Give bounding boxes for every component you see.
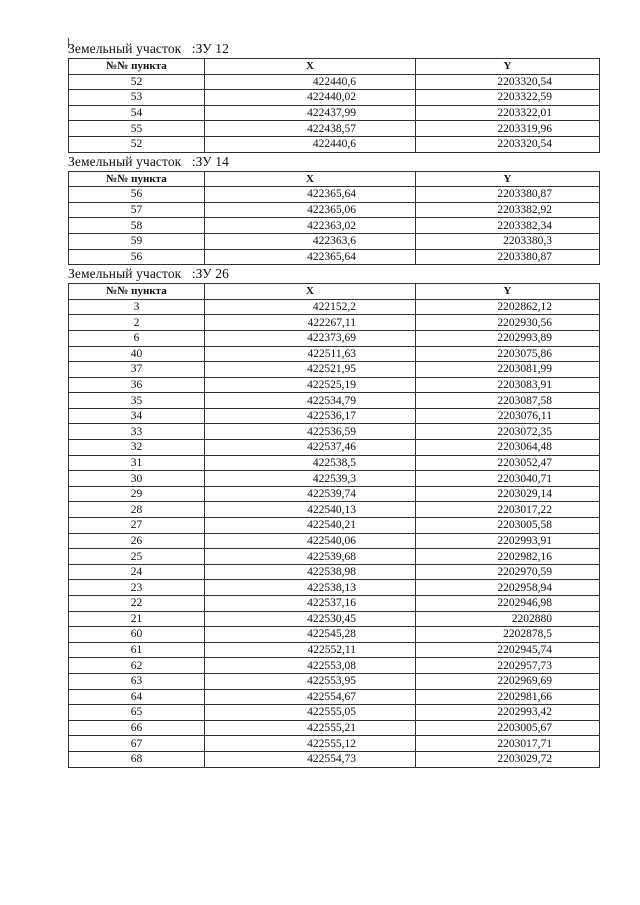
x-coordinate-cell: 422540,21	[205, 518, 416, 534]
y-coordinate-cell: 2203322,59	[416, 90, 600, 106]
table-row	[69, 580, 600, 596]
y-coordinate-cell: 2202945,74	[416, 642, 600, 658]
point-number-cell: 37	[69, 362, 205, 378]
point-number-cell: 55	[69, 121, 205, 137]
x-coordinate-cell: 422152,2	[205, 299, 416, 315]
x-coordinate-cell: 422539,68	[205, 549, 416, 565]
table-row	[69, 362, 600, 378]
x-coordinate-cell: 422530,45	[205, 611, 416, 627]
table-row	[69, 393, 600, 409]
y-coordinate-cell: 2202993,89	[416, 330, 600, 346]
table-row	[69, 549, 600, 565]
table-row	[69, 202, 600, 218]
x-coordinate-cell: 422536,59	[205, 424, 416, 440]
x-coordinate-cell: 422540,06	[205, 533, 416, 549]
y-coordinate-cell: 2203076,11	[416, 408, 600, 424]
section-title: Земельный участок :ЗУ 26	[68, 266, 229, 282]
table-row	[69, 471, 600, 487]
table-header-row	[69, 59, 600, 75]
x-coordinate-cell: 422365,64	[205, 187, 416, 203]
table-row	[69, 533, 600, 549]
point-number-cell: 67	[69, 736, 205, 752]
y-coordinate-cell: 2203380,87	[416, 249, 600, 265]
x-coordinate-cell: 422538,98	[205, 564, 416, 580]
y-coordinate-cell: 2203075,86	[416, 346, 600, 362]
table-row	[69, 424, 600, 440]
table-row	[69, 658, 600, 674]
table-row	[69, 751, 600, 767]
coordinates-table	[68, 283, 600, 767]
y-coordinate-cell: 2203380,3	[416, 233, 600, 249]
x-header: X	[205, 284, 416, 300]
point-number-cell: 65	[69, 705, 205, 721]
x-coordinate-cell: 422363,6	[205, 233, 416, 249]
table-row	[69, 440, 600, 456]
point-number-cell: 56	[69, 249, 205, 265]
point-number-cell: 26	[69, 533, 205, 549]
point-number-cell: 32	[69, 440, 205, 456]
point-number-cell: 52	[69, 74, 205, 90]
point-number-cell: 21	[69, 611, 205, 627]
point-number-cell: 53	[69, 90, 205, 106]
y-coordinate-cell: 2202878,5	[416, 627, 600, 643]
table-row	[69, 330, 600, 346]
x-coordinate-cell: 422440,6	[205, 136, 416, 152]
y-coordinate-cell: 2203319,96	[416, 121, 600, 137]
x-coordinate-cell: 422538,13	[205, 580, 416, 596]
coordinates-document	[68, 40, 599, 768]
point-number-cell: 28	[69, 502, 205, 518]
coordinates-table	[68, 171, 600, 266]
point-number-cell: 3	[69, 299, 205, 315]
point-number-cell: 34	[69, 408, 205, 424]
table-header-row	[69, 284, 600, 300]
y-coordinate-cell: 2202930,56	[416, 315, 600, 331]
table-row	[69, 90, 600, 106]
table-row	[69, 218, 600, 234]
x-coordinate-cell: 422440,02	[205, 90, 416, 106]
y-coordinate-cell: 2202957,73	[416, 658, 600, 674]
point-number-cell: 23	[69, 580, 205, 596]
x-coordinate-cell: 422545,28	[205, 627, 416, 643]
point-number-cell: 58	[69, 218, 205, 234]
x-coordinate-cell: 422534,79	[205, 393, 416, 409]
point-number-cell: 24	[69, 564, 205, 580]
x-coordinate-cell: 422536,17	[205, 408, 416, 424]
x-coordinate-cell: 422363,02	[205, 218, 416, 234]
table-row	[69, 408, 600, 424]
point-number-cell: 2	[69, 315, 205, 331]
x-coordinate-cell: 422373,69	[205, 330, 416, 346]
table-row	[69, 233, 600, 249]
x-coordinate-cell: 422537,16	[205, 596, 416, 612]
table-row	[69, 642, 600, 658]
y-coordinate-cell: 2202946,98	[416, 596, 600, 612]
x-header: X	[205, 171, 416, 187]
y-coordinate-cell: 2203017,22	[416, 502, 600, 518]
point-number-cell: 40	[69, 346, 205, 362]
y-coordinate-cell: 2203083,91	[416, 377, 600, 393]
x-coordinate-cell: 422553,95	[205, 673, 416, 689]
point-number-cell: 29	[69, 486, 205, 502]
y-coordinate-cell: 2203064,48	[416, 440, 600, 456]
y-coordinate-cell: 2203320,54	[416, 136, 600, 152]
point-number-cell: 64	[69, 689, 205, 705]
y-coordinate-cell: 2202981,66	[416, 689, 600, 705]
point-number-cell: 56	[69, 187, 205, 203]
x-coordinate-cell: 422537,46	[205, 440, 416, 456]
section-title: Земельный участок :ЗУ 14	[68, 153, 229, 169]
point-number-cell: 33	[69, 424, 205, 440]
table-row	[69, 74, 600, 90]
x-coordinate-cell: 422553,08	[205, 658, 416, 674]
x-coordinate-cell: 422438,57	[205, 121, 416, 137]
y-coordinate-cell: 2203322,01	[416, 105, 600, 121]
table-row	[69, 249, 600, 265]
y-header: Y	[416, 171, 600, 187]
point-number-header: №№ пункта	[69, 171, 205, 187]
y-coordinate-cell: 2203052,47	[416, 455, 600, 471]
table-row	[69, 136, 600, 152]
x-coordinate-cell: 422554,67	[205, 689, 416, 705]
y-coordinate-cell: 2202993,91	[416, 533, 600, 549]
y-coordinate-cell: 2203005,67	[416, 720, 600, 736]
table-row	[69, 720, 600, 736]
table-row	[69, 564, 600, 580]
x-coordinate-cell: 422521,95	[205, 362, 416, 378]
point-number-cell: 63	[69, 673, 205, 689]
y-coordinate-cell: 2202993,42	[416, 705, 600, 721]
y-coordinate-cell: 2202880	[416, 611, 600, 627]
table-row	[69, 689, 600, 705]
y-coordinate-cell: 2203382,34	[416, 218, 600, 234]
point-number-cell: 60	[69, 627, 205, 643]
y-coordinate-cell: 2203017,71	[416, 736, 600, 752]
point-number-cell: 22	[69, 596, 205, 612]
x-coordinate-cell: 422555,21	[205, 720, 416, 736]
x-coordinate-cell: 422365,06	[205, 202, 416, 218]
y-coordinate-cell: 2203320,54	[416, 74, 600, 90]
x-coordinate-cell: 422440,6	[205, 74, 416, 90]
x-coordinate-cell: 422511,63	[205, 346, 416, 362]
table-row	[69, 705, 600, 721]
x-coordinate-cell: 422437,99	[205, 105, 416, 121]
point-number-cell: 57	[69, 202, 205, 218]
table-row	[69, 346, 600, 362]
x-coordinate-cell: 422525,19	[205, 377, 416, 393]
x-coordinate-cell: 422539,74	[205, 486, 416, 502]
y-coordinate-cell: 2203072,35	[416, 424, 600, 440]
table-row	[69, 518, 600, 534]
x-coordinate-cell: 422540,13	[205, 502, 416, 518]
y-coordinate-cell: 2203040,71	[416, 471, 600, 487]
table-row	[69, 299, 600, 315]
y-coordinate-cell: 2203380,87	[416, 187, 600, 203]
point-number-header: №№ пункта	[69, 59, 205, 75]
y-coordinate-cell: 2202862,12	[416, 299, 600, 315]
point-number-cell: 27	[69, 518, 205, 534]
table-header-row	[69, 171, 600, 187]
table-row	[69, 377, 600, 393]
x-coordinate-cell: 422555,05	[205, 705, 416, 721]
table-row	[69, 673, 600, 689]
y-coordinate-cell: 2203087,58	[416, 393, 600, 409]
y-coordinate-cell: 2203005,58	[416, 518, 600, 534]
table-row	[69, 105, 600, 121]
table-row	[69, 315, 600, 331]
x-coordinate-cell: 422554,73	[205, 751, 416, 767]
y-coordinate-cell: 2202982,16	[416, 549, 600, 565]
x-coordinate-cell: 422552,11	[205, 642, 416, 658]
table-row	[69, 627, 600, 643]
y-coordinate-cell: 2203382,92	[416, 202, 600, 218]
point-number-cell: 25	[69, 549, 205, 565]
x-coordinate-cell: 422539,3	[205, 471, 416, 487]
y-coordinate-cell: 2202969,69	[416, 673, 600, 689]
point-number-cell: 62	[69, 658, 205, 674]
point-number-header: №№ пункта	[69, 284, 205, 300]
point-number-cell: 31	[69, 455, 205, 471]
point-number-cell: 54	[69, 105, 205, 121]
table-row	[69, 502, 600, 518]
point-number-cell: 35	[69, 393, 205, 409]
y-header: Y	[416, 284, 600, 300]
table-row	[69, 486, 600, 502]
x-coordinate-cell: 422365,64	[205, 249, 416, 265]
point-number-cell: 68	[69, 751, 205, 767]
table-row	[69, 121, 600, 137]
y-coordinate-cell: 2203029,72	[416, 751, 600, 767]
table-row	[69, 596, 600, 612]
y-coordinate-cell: 2202970,59	[416, 564, 600, 580]
coordinates-table	[68, 58, 600, 153]
point-number-cell: 52	[69, 136, 205, 152]
x-coordinate-cell: 422267,11	[205, 315, 416, 331]
y-coordinate-cell: 2203081,99	[416, 362, 600, 378]
table-row	[69, 187, 600, 203]
section-title: Земельный участок :ЗУ 12	[68, 41, 229, 56]
point-number-cell: 59	[69, 233, 205, 249]
x-header: X	[205, 59, 416, 75]
table-row	[69, 455, 600, 471]
point-number-cell: 36	[69, 377, 205, 393]
point-number-cell: 66	[69, 720, 205, 736]
x-coordinate-cell: 422538,5	[205, 455, 416, 471]
point-number-cell: 61	[69, 642, 205, 658]
y-header: Y	[416, 59, 600, 75]
point-number-cell: 6	[69, 330, 205, 346]
table-row	[69, 611, 600, 627]
x-coordinate-cell: 422555,12	[205, 736, 416, 752]
y-coordinate-cell: 2203029,14	[416, 486, 600, 502]
y-coordinate-cell: 2202958,94	[416, 580, 600, 596]
point-number-cell: 30	[69, 471, 205, 487]
table-row	[69, 736, 600, 752]
